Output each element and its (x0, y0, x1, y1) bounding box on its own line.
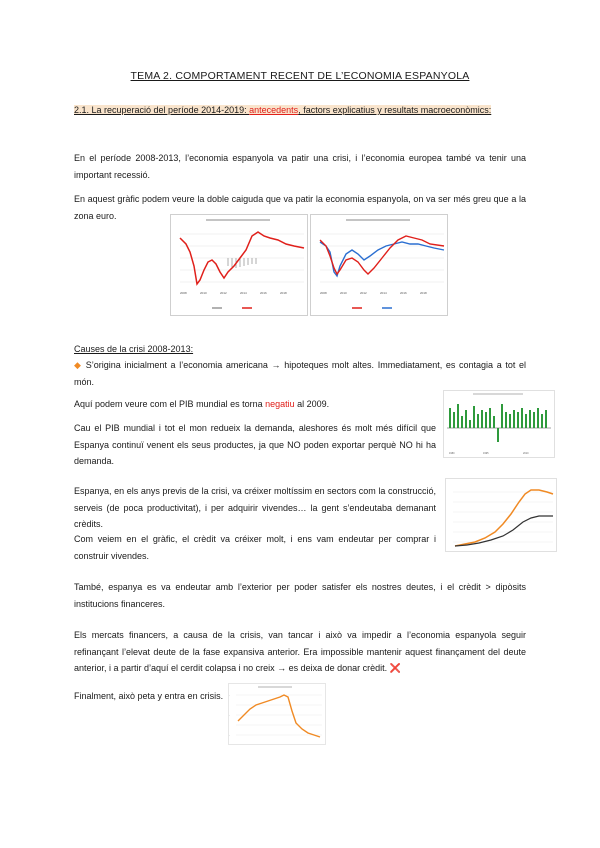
p3-end: al 2009. (294, 399, 330, 409)
svg-text:2018: 2018 (280, 291, 287, 295)
paragraph-spain-growth: Espanya, en els anys previs de la crisi, va créixer moltíssim en sectors com la construcció, serveis (de poca productivitat), i per adquirir vivendes… la gent s’endeutaba demanant crèdits. (74, 486, 436, 529)
svg-text:-: - (229, 694, 230, 697)
svg-text:2018: 2018 (420, 291, 427, 295)
chart-spain-gdp (170, 214, 308, 316)
svg-text:2012: 2012 (220, 291, 227, 295)
svg-text:1980: 1980 (449, 452, 455, 455)
p8-text: Els mercats financers, a causa de la crisis, van tancar i això va impedir a l’economia espanyola seguir refinançant l’elevat deute de la fase expansiva anterior. Era impossible mantenir aquest finançament del deute anterior, i a partir d’aquí el cerdit colapsa i no creix → es deixa de donar crèdit. (74, 630, 526, 673)
chart-frame (229, 684, 326, 745)
causes-heading: Causes de la crisi 2008-2013: (74, 344, 194, 354)
chart-credit-growth (445, 478, 557, 552)
svg-text:2016: 2016 (260, 291, 267, 295)
page-title: TEMA 2. COMPORTAMENT RECENT DE L’ECONOMIA ESPANYOLA (130, 70, 470, 82)
chart-frame (311, 215, 448, 316)
bullet-text: S’origina inicialment a l’economia americana → hipoteques molt altes. Immediatament, es contagia a tot el món. (74, 360, 527, 387)
chart-spain-vs-eurozone (310, 214, 448, 316)
section-heading-end: , factors explicatius y resultats macroeconòmics: (298, 105, 492, 115)
svg-text:2010: 2010 (200, 291, 207, 295)
paragraph-demand: Cau el PIB mundial i tot el mon redueix la demanda, aleshores és molt més difícil que Espanya continuï venent els seus productes, ja que NO poden exportar perquè NO hi ha demanda. (74, 423, 436, 466)
section-heading (74, 102, 526, 119)
svg-text:2008: 2008 (180, 291, 187, 295)
svg-text:2014: 2014 (240, 291, 247, 295)
svg-text:2008: 2008 (320, 291, 327, 295)
paragraph-external-debt: També, espanya es va endeutar amb l’exterior per poder satisfer els nostres deutes, i el crèdit > dipòsits institucions financeres. (74, 582, 526, 609)
chart-world-gdp-bars (443, 390, 555, 458)
p3-negative: negatiu (265, 399, 295, 409)
chart-final-collapse (228, 683, 326, 745)
svg-text:1995: 1995 (483, 452, 489, 455)
svg-text:-: - (229, 734, 230, 737)
paragraph-credit: Com veiem en el gràfic, el crèdit va créixer molt, i ens vam endeutar per comprar i construir vivendes. (74, 534, 436, 561)
paragraph-intro: En el període 2008-2013, l’economia espanyola va patir una crisi, i l’economia europea també va tenir una important recessió. (74, 153, 526, 180)
svg-text:2014: 2014 (380, 291, 387, 295)
svg-text:2016: 2016 (400, 291, 407, 295)
svg-text:2012: 2012 (360, 291, 367, 295)
paragraph-financial-markets (74, 627, 526, 677)
svg-text:-: - (229, 714, 230, 717)
section-heading-highlight: antecedents (249, 105, 299, 115)
paragraph-world-gdp (74, 396, 434, 413)
cross-icon: ❌ (389, 663, 401, 673)
p3-start: Aquí podem veure com el PIB mundial es torna (74, 399, 266, 409)
bullet-icon: ◆ (74, 360, 83, 370)
section-heading-start: 2.1. La recuperació del període 2014-2019: (74, 105, 250, 115)
svg-text:2010: 2010 (340, 291, 347, 295)
svg-text:2010: 2010 (523, 452, 529, 455)
chart-frame (171, 215, 308, 316)
bullet-paragraph (74, 357, 526, 390)
paragraph-chart-description: En aquest gràfic podem veure la doble caiguda que va patir la economia espanyola, on va ser més greu que a la zona euro. (74, 194, 526, 221)
paragraph-final: Finalment, això peta y entra en crisis. (74, 691, 224, 701)
